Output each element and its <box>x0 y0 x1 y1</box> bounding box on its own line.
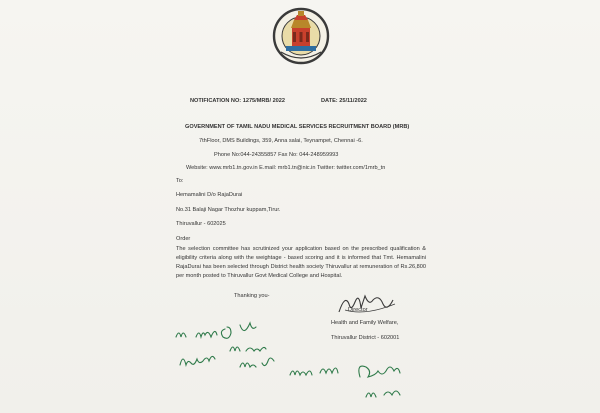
signatory-department: Health and Family Welfare, <box>331 320 399 326</box>
organization-phone: Phone No:044-24355857 Fax No: 044-248959993 <box>214 152 339 158</box>
to-label: To: <box>176 178 184 184</box>
organization-address: 7thFloor, DMS Buildings, 359, Anna salai, Teynampet, Chennai -6. <box>199 138 363 144</box>
order-label: Order <box>176 236 191 242</box>
signatory-title: Director <box>348 307 368 313</box>
notification-date: DATE: 25/11/2022 <box>321 98 367 104</box>
order-body: The selection committee has scrutinized your application based on the prescribed qualification & eligibility criteria along with the weightage - based scoring and it is informed that Tmt. Hemamalini RajaDurai has been selected through District health society Thiruvallur at remuneration of Rs.26,800 per month posted to Thiruvallur Govt Medical College and Hospital. <box>176 246 426 279</box>
recipient-name: Hemamalini D/o RajaDurai <box>176 192 243 198</box>
tamil-nadu-emblem-icon <box>272 6 330 66</box>
handwritten-annotation <box>170 315 430 413</box>
notification-number: NOTIFICATION NO: 1275/MRB/ 2022 <box>190 98 286 104</box>
thanking-you: Thanking you- <box>234 293 270 299</box>
organization-heading: GOVERNMENT OF TAMIL NADU MEDICAL SERVICES RECRUITMENT BOARD (MRB) <box>185 124 410 130</box>
recipient-city: Thiruvallur - 602025 <box>176 221 226 227</box>
signatory-district: Thiruvallur District - 602001 <box>331 335 400 341</box>
recipient-address: No.31 Balaji Nagar Thozhur kuppam,Tirur. <box>176 207 281 213</box>
organization-website: Website: www.mrb1.tn.gov.in E.mail: mrb1.tn@nic.in Twitter: twitter.com/1mrb_tn <box>186 165 386 171</box>
